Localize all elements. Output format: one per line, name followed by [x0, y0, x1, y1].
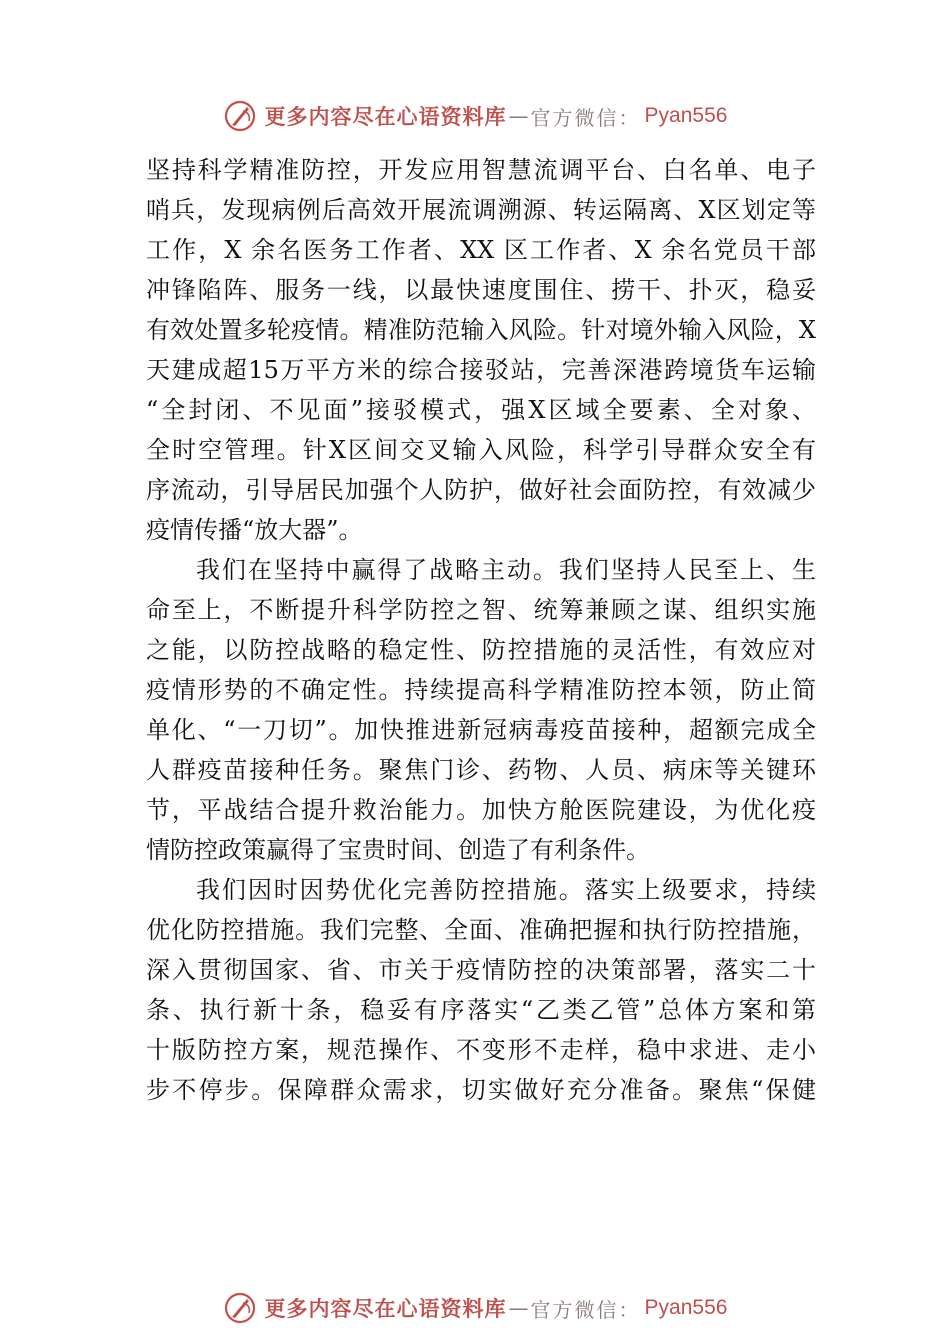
text-line: 我们因时因势优化完善防控措施。落实上级要求，持续: [196, 876, 816, 904]
header-official-label: 官方微信：: [530, 105, 641, 130]
footer-official-label: 官方微信：: [530, 1297, 641, 1322]
text-line: 疫情传播“放大器”。: [146, 516, 363, 544]
text-line: 优化防控措施。我们完整、全面、准确把握和执行防控措施，: [146, 916, 816, 944]
header-brand-text: 更多内容尽在心语资料库: [264, 104, 507, 129]
quill-logo-icon: [223, 1291, 257, 1325]
footer-dash: —: [508, 1296, 529, 1320]
text-line: 命至上，不断提升科学防控之智、统筹兼顾之谋、组织实施: [146, 596, 816, 624]
text-line: 冲锋陷阵、服务一线，以最快速度围住、捞干、扑灭，稳妥: [146, 276, 816, 304]
text-line: 深入贯彻国家、省、市关于疫情防控的决策部署，落实二十: [146, 956, 816, 984]
text-line: 步不停步。保障群众需求，切实做好充分准备。聚焦“保健: [146, 1076, 816, 1104]
footer-banner: [0, 1288, 950, 1328]
text-line: 之能，以防控战略的稳定性、防控措施的灵活性，有效应对: [146, 636, 816, 664]
text-line: “全封闭、不见面”接驳模式，强X区域全要素、全对象、: [146, 396, 816, 424]
footer-brand-text: 更多内容尽在心语资料库: [264, 1296, 507, 1321]
body-text: [146, 150, 816, 1110]
text-line: 我们在坚持中赢得了战略主动。我们坚持人民至上、生: [196, 556, 816, 584]
text-line: 坚持科学精准防控，开发应用智慧流调平台、白名单、电子: [146, 156, 816, 184]
header-dash: —: [508, 104, 529, 128]
text-line: 十版防控方案，规范操作、不变形不走样，稳中求进、走小: [146, 1036, 816, 1064]
text-line: 哨兵，发现病例后高效开展流调溯源、转运隔离、X区划定等: [146, 196, 816, 224]
text-line: 条、执行新十条，稳妥有序落实“乙类乙管”总体方案和第: [146, 996, 816, 1024]
text-line: 节，平战结合提升救治能力。加快方舱医院建设，为优化疫: [146, 796, 816, 824]
text-line: 人群疫苗接种任务。聚焦门诊、药物、人员、病床等关键环: [146, 756, 816, 784]
text-line: 全时空管理。针X区间交叉输入风险，科学引导群众安全有: [146, 436, 816, 464]
text-line: 天建成超15万平方米的综合接驳站，完善深港跨境货车运输: [146, 356, 816, 384]
text-line: 疫情形势的不确定性。持续提高科学精准防控本领，防止简: [146, 676, 816, 704]
text-line: 工作，X 余名医务工作者、XX 区工作者、X 余名党员干部: [146, 236, 816, 264]
text-line: 有效处置多轮疫情。精准防范输入风险。针对境外输入风险，X: [146, 316, 816, 344]
footer-wechat-handle: Pyan556: [644, 1296, 728, 1319]
header-wechat-handle: Pyan556: [644, 104, 728, 127]
header-banner: [0, 96, 950, 136]
text-line: 序流动，引导居民加强个人防护，做好社会面防控，有效减少: [146, 476, 816, 504]
quill-logo-icon: [223, 99, 257, 133]
text-line: 单化、“一刀切”。加快推进新冠病毒疫苗接种，超额完成全: [146, 716, 816, 744]
text-line: 情防控政策赢得了宝贵时间、创造了有利条件。: [146, 836, 650, 864]
